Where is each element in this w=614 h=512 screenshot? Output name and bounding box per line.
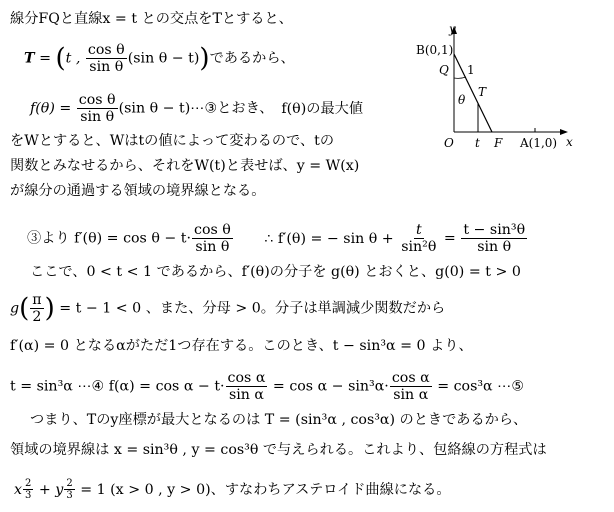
line-10: f′(α) = 0 となるαがただ1つ存在する。このとき、t − sin³α = 0 より、 bbox=[10, 338, 473, 354]
line-11 bbox=[10, 370, 524, 403]
paren-expr: (sin θ − t) bbox=[127, 50, 200, 67]
f-theta: f(θ) = bbox=[30, 100, 76, 117]
t-label: t bbox=[475, 136, 480, 150]
point-A-label: A(1,0) bbox=[520, 136, 558, 150]
line-12: つまり、Tのy座標が最大となるのは T = (sin³α , cos³α) のときであるから、 bbox=[30, 412, 528, 428]
num: cos α bbox=[391, 370, 430, 386]
line-8: ここで、0 < t < 1 であるから、f′(θ)の分子を g(θ) とおくと、g(0) = t > 0 bbox=[30, 264, 521, 280]
length-1-label: 1 bbox=[467, 63, 475, 77]
den: sin α bbox=[393, 387, 429, 403]
line-6: が線分の通過する領域の境界線となる。 bbox=[10, 183, 266, 199]
line-7-a: ③より f′(θ) = cos θ − t· bbox=[27, 230, 192, 247]
x-label: x bbox=[566, 135, 573, 149]
geometry-diagram bbox=[414, 20, 574, 155]
den: 3 bbox=[66, 490, 73, 501]
line-14 bbox=[14, 478, 451, 501]
line-14-rest: = 1 (x > 0 , y > 0)、すなわちアステロイド曲線になる。 bbox=[75, 482, 451, 498]
theta-label: θ bbox=[458, 93, 466, 107]
den: sin θ bbox=[89, 59, 124, 75]
line-4: をWとすると、Wはtの値によって変わるので、tの bbox=[10, 133, 335, 149]
paren-open: ( bbox=[19, 293, 30, 324]
frac-cos-sin-b bbox=[390, 370, 432, 403]
line-2 bbox=[24, 42, 295, 75]
line-7-b: ∴ f′(θ) = − sin θ + bbox=[264, 230, 399, 247]
num: t − sin³θ bbox=[463, 222, 526, 238]
paren-expr-3: (sin θ − t)⋯③とおき、 bbox=[118, 100, 274, 117]
point-F-label: F bbox=[494, 136, 503, 150]
line-11-a: t = sin³α ⋯④ f(α) = cos α − t· bbox=[10, 378, 225, 395]
paren-close: ) bbox=[44, 293, 55, 324]
paren-open: ( bbox=[55, 43, 66, 74]
frac-cos-sin bbox=[86, 42, 127, 75]
point-B-label: B(0,1) bbox=[416, 43, 454, 57]
line-11-b: = cos α − sin³α· bbox=[268, 378, 389, 395]
den: sin θ bbox=[477, 239, 512, 255]
line-5: 関数とみなせるから、それをW(t)と表せば、y = W(x) bbox=[10, 158, 360, 174]
point-Q-label: Q bbox=[439, 63, 449, 77]
y-label: y bbox=[449, 22, 456, 36]
frac-t-sin2 bbox=[399, 222, 438, 255]
frac-pi-2 bbox=[30, 292, 43, 325]
num: 2 bbox=[25, 478, 32, 489]
exp-x bbox=[23, 478, 33, 501]
den: sin²θ bbox=[401, 239, 437, 255]
point-T-label: T bbox=[478, 85, 487, 99]
frac-cos-sin-3 bbox=[192, 222, 233, 255]
num: π bbox=[32, 292, 42, 308]
den: sin θ bbox=[195, 239, 230, 255]
angle-arc bbox=[454, 77, 466, 78]
line-7 bbox=[27, 222, 528, 255]
eq: = bbox=[439, 230, 461, 247]
paren-close: ) bbox=[199, 43, 210, 74]
line-9-rest: = t − 1 < 0 、また、分母 > 0。分子は単調減少関数だから bbox=[54, 300, 446, 317]
origin-label: O bbox=[444, 136, 454, 150]
den: 3 bbox=[25, 490, 32, 501]
den: 2 bbox=[32, 309, 42, 325]
line-11-c: = cos³α ⋯⑤ bbox=[432, 378, 525, 395]
line-9 bbox=[10, 292, 445, 325]
num: cos θ bbox=[194, 222, 231, 238]
den: sin α bbox=[228, 387, 264, 403]
line-2-end: であるから、 bbox=[209, 50, 295, 67]
var-T: T bbox=[24, 50, 35, 67]
y-var: + y bbox=[34, 482, 64, 498]
frac-cos-sin-a bbox=[226, 370, 268, 403]
x-var: x bbox=[14, 482, 23, 498]
line-1: 線分FQと直線x = t との交点をTとすると、 bbox=[10, 11, 293, 27]
exp-y bbox=[64, 478, 74, 501]
num: cos θ bbox=[78, 92, 116, 108]
num: 2 bbox=[66, 478, 73, 489]
t-comp: t , bbox=[65, 50, 81, 67]
num: t bbox=[415, 222, 422, 238]
line-3-end: f(θ)の最大値 bbox=[281, 100, 364, 117]
g-func: g bbox=[10, 300, 20, 317]
num: cos α bbox=[227, 370, 266, 386]
line-13: 領域の境界線は x = sin³θ , y = cos³θ で与えられる。これより、包絡線の方程式は bbox=[10, 442, 547, 458]
num: cos θ bbox=[87, 42, 125, 58]
line-3 bbox=[30, 92, 363, 125]
frac-cos-sin-2 bbox=[77, 92, 118, 125]
frac-t-sin3 bbox=[461, 222, 527, 255]
den: sin θ bbox=[80, 109, 115, 125]
eq: = bbox=[34, 50, 56, 67]
